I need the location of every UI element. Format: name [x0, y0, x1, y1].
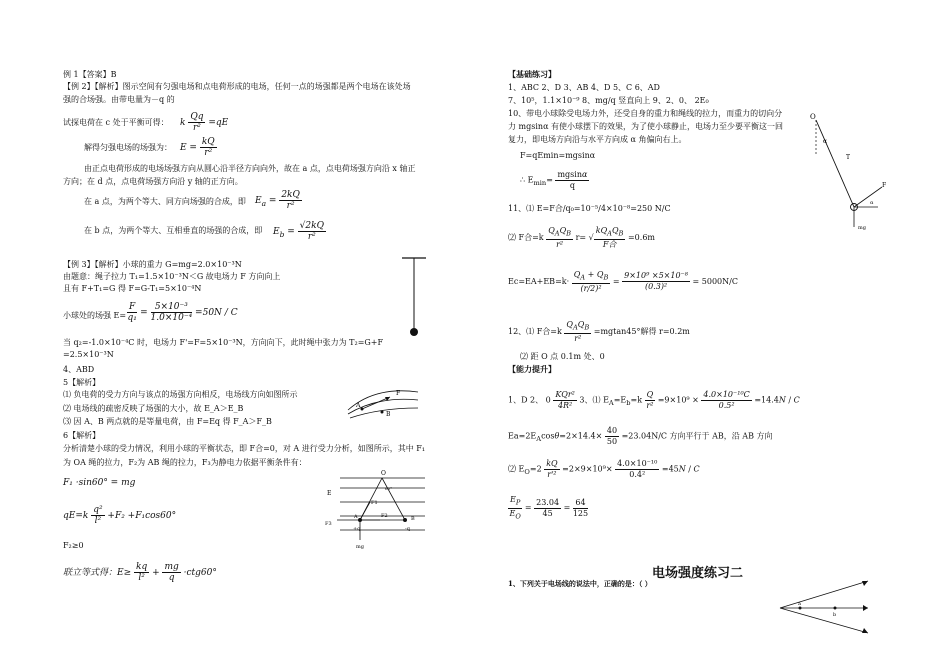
svg-text:mg: mg	[356, 544, 364, 550]
ex3-1: 【例 3】【解析】小球的重力 G=mg=2.0×10⁻³N	[63, 260, 242, 269]
ans-5-head: 5【解析】	[63, 378, 101, 387]
svg-text:F3: F3	[325, 521, 332, 527]
ex2-analysis-2: 强的合场强。由带电量为－q 的	[63, 95, 175, 104]
ability-ans-3: ⑵ $E_O=2$ $\frac{kQ}{\text{r'²}}$ =2×9×10⁹× $\frac{\text{4.0×10⁻¹⁰}}{\text{0.4²}}$ =45N / C	[508, 459, 700, 479]
ex2-formula-2: E = $\frac{kQ}{\text{r²}}$	[180, 137, 215, 158]
basic-ans-10-4: F=qEmin=mgsinα	[520, 151, 596, 160]
pendulum-figure	[400, 255, 430, 340]
ans-6-eq4: 联立等式得：E≥ $\frac{kq}{\text{l²}}$ + $\frac{mg}{q}$ ·ctg60°	[63, 562, 217, 583]
ex3-5: 当 q₂=-1.0×10⁻⁴C 时，电场力 F'=F=5×10⁻³N，方向向下，此时绳中张力为 T₂=G+F	[63, 338, 384, 347]
section-title: 电场强度练习二	[652, 566, 744, 581]
ex3-formula: $\frac{F}{\text{q₁}}$ = $\frac{\text{5×10⁻³}}{\text{1.0×10⁻⁴}}$ =50N / C	[127, 302, 238, 323]
basic-ans-10-1: 10、带电小球除受电场力外，还受自身的重力和绳线的拉力，而重力的切向分	[508, 109, 783, 118]
ans-6-eq1: F₁ ·sin60° = mg	[63, 478, 136, 488]
basic-ans-12-2: ⑵ 距 O 点 0.1m 处、0	[520, 352, 605, 361]
ex2-analysis-1: 【例 2】【解析】图示空间有匀强电场和点电荷形成的电场，任何一点的场强都是两个电场在该处场	[63, 82, 411, 91]
svg-text:T: T	[846, 154, 851, 161]
basic-ans-11-1: 11、⑴ E=F合/q₀=10⁻⁵/4×10⁻⁸=250 N/C	[508, 204, 671, 213]
ans-6-2: 为 OA 绳的拉力，F₂为 AB 绳的拉力，F₃为静电力依据平衡条件有：	[63, 458, 307, 467]
svg-text:B: B	[411, 516, 415, 522]
basic-ans-10-2: 力 mgsinα 有使小球摆下的效果，为了使小球静止，电场力至少要平衡这一回	[508, 122, 784, 131]
field-line-question-figure	[780, 578, 870, 633]
svg-text:a: a	[798, 601, 801, 607]
ans-5-3: ⑶ 因 A、B 两点就的是等量电荷，由 F=Eq 得 F_A＞F_B	[63, 417, 272, 426]
ex2-text-3: 由正点电荷形成的电场场强方向从圆心沿半径方向向外，故在 a 点，点电荷场强方向沿 x 轴正	[84, 164, 416, 173]
basic-ans-2: 7、10⁵，1.1×10⁻⁹ 8、mg/q 竖直向上 9、2、0、 2E₀	[508, 96, 709, 105]
f5-label-A: A	[356, 402, 361, 409]
ex2-text-c: 试探电荷在 c 处于平衡可得：	[63, 118, 169, 127]
ex3-3: 且有 F+T₁=G 得 F=G-T₁=5×10⁻⁴N	[63, 284, 202, 293]
svg-text:O: O	[381, 470, 386, 477]
svg-text:F2: F2	[381, 513, 388, 519]
angled-pendulum-figure	[810, 113, 890, 231]
svg-text:F: F	[882, 182, 887, 189]
force-diagram-figure	[325, 468, 435, 560]
svg-text:b: b	[833, 612, 837, 618]
basic-ans-10-5: ∴ $E_{min}=$ $\frac{mgsin\alpha}{q}$	[520, 170, 588, 190]
ans-5-2: ⑵ 电场线的疏密反映了场强的大小，故 E_A＞E_B	[63, 404, 244, 413]
ex3-6: =2.5×10⁻³N	[63, 350, 114, 359]
svg-text:mg: mg	[858, 225, 866, 231]
ex3-2: 由题意：绳子拉力 T₁=1.5×10⁻³N＜G 故电场力 F 方向向上	[63, 272, 281, 281]
ex2-text-4: 方向；在 d 点，点电荷场强方向沿 y 轴的正方向。	[63, 177, 243, 186]
ans-6-1: 分析清楚小球的受力情况，利用小球的平衡状态，即 F合=0，对 A 进行受力分析，如图所示，其中 F₁	[63, 444, 426, 453]
svg-text:60°: 60°	[385, 486, 393, 491]
svg-text:-q: -q	[405, 526, 410, 532]
svg-text:O: O	[810, 113, 816, 121]
basic-ans-11-3: Ec=EA+EB=k· $\frac{Q_A + Q_B}{\text{(r/2)²}}$ = $\frac{\text{9×10⁹ ×5×10⁻⁸}}{\text{(0.3)²}}$ = 5000N/C	[508, 270, 738, 293]
ability-ans-4: $\frac{E_P}{E_O}$ = $\frac{23.04}{45}$ = $\frac{64}{125}$	[509, 495, 589, 521]
ability-heading: 【能力提升】	[508, 364, 556, 374]
ex3-4: 小球处的场强 E=	[63, 311, 127, 320]
basic-ans-10-3: 复力，即电场方向沿与水平方向成 α 角偏向右上。	[508, 135, 687, 144]
svg-text:A: A	[354, 514, 358, 520]
ans-6-head: 6【解析】	[63, 431, 101, 440]
ball	[410, 328, 418, 336]
svg-text:E: E	[327, 490, 332, 497]
ans-6-eq3: F₂≥0	[63, 541, 84, 550]
basic-practice-heading: 【基础练习】	[508, 69, 556, 79]
ability-ans-2: $Ea=2E_A\cos\theta=2\times 14.4\times$ $\frac{40}{50}$ =23.04N/C 方向平行于 AB，沿 AB 方向	[508, 426, 773, 446]
svg-text:F1: F1	[371, 500, 378, 506]
svg-text:α: α	[823, 138, 828, 145]
question-1: 1、下列关于电场线的说法中，正确的是：（ ）	[508, 579, 652, 588]
basic-ans-11-2: ⑵ F合=k $\frac{Q_AQ_B}{\text{r²}}$ r= √ $\frac{kQ_AQ_B}{\text{F合}}$ =0.6m	[508, 226, 655, 249]
svg-text:+q: +q	[353, 526, 361, 532]
ex1-answer: 例 1【答案】B	[63, 70, 117, 79]
basic-ans-1: 1、ABC 2、D 3、AB 4、D 5、C 6、AD	[508, 83, 660, 92]
ex2-text-5: 在 a 点，为两个等大、同方向场强的合成，即	[84, 197, 246, 206]
ex2-formula-1: k $\frac{Qq}{\text{r²}}$ =qE	[180, 112, 229, 133]
ex2-formula-4: $E_b$ = $\frac{√2kQ}{\text{r²}}$	[273, 221, 324, 242]
basic-ans-12-1: 12、⑴ F合=k $\frac{Q_AQ_B}{\text{r²}}$ =mgtan45°解得 r=0.2m	[508, 320, 690, 343]
ex2-formula-3: $E_a$ = $\frac{2kQ}{\text{r²}}$	[255, 190, 300, 211]
f5-label-F: F	[396, 390, 401, 397]
ans-4: 4、ABD	[63, 365, 95, 374]
ability-ans-1: 1、D 2、 0 $\frac{\text{KQr²}}{\text{4R²}}$ 3、⑴ $E_A=E_b=k$ $\frac{Q}{\text{r²}}$ =9×10⁹ × $\frac{\text{4.0×10⁻¹⁰C}}{\text{0.5²}}$ =14.4N / C	[508, 390, 800, 410]
field-lines-figure	[340, 382, 420, 427]
ex2-text-6: 在 b 点，为两个等大、互相垂直的场强的合成，即	[84, 226, 263, 235]
ans-5-1: ⑴ 负电荷的受力方向与该点的场强方向相反，电场线方向如图所示	[63, 390, 298, 399]
ans-6-eq2: qE=k $\frac{\text{q²}}{\text{l²}}$ +F₂ +F₁cos60°	[63, 505, 177, 526]
svg-text:α: α	[870, 200, 874, 206]
ex2-text-e: 解得匀强电场的场强为：	[84, 143, 172, 152]
f5-label-B: B	[386, 411, 391, 418]
